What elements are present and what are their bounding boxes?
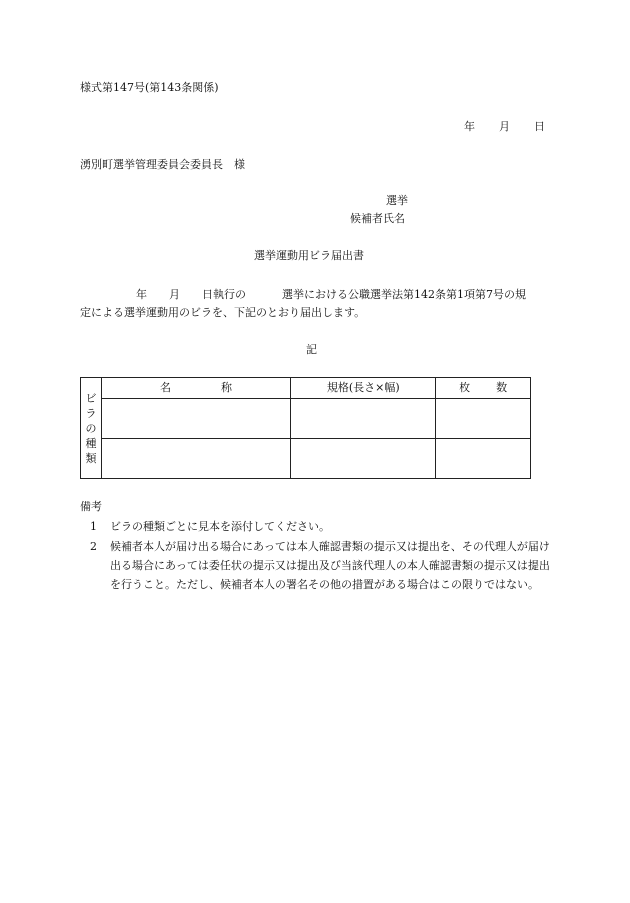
note-item: [90, 517, 552, 536]
date-month: 月: [499, 120, 510, 133]
addressee: 湧別町選挙管理委員会委員長 様: [80, 158, 245, 171]
count-cell[interactable]: [436, 399, 531, 439]
table-header-row: [81, 378, 531, 399]
table-row: [81, 439, 531, 479]
election-label: 選挙: [386, 194, 408, 207]
spec-cell[interactable]: [291, 399, 436, 439]
notes-heading: 備考: [80, 500, 102, 513]
note-item: [90, 537, 552, 594]
body-day-executed: 日執行の: [202, 288, 246, 301]
body-text-after-blank: 選挙における公職選挙法第142条第1項第7号の規: [282, 288, 526, 301]
name-cell[interactable]: [101, 399, 290, 439]
date-line: [464, 119, 545, 135]
bill-type-table: [80, 377, 531, 479]
spec-cell[interactable]: [291, 439, 436, 479]
note-text: 候補者本人が届け出る場合にあっては本人確認書類の提示又は提出を、その代理人が届け出る場合にあっては委任状の提示又は提出及び当該代理人の本人確認書類の提示又は提出を行うこと。ただし、候補者本人の署名その他の措置がある場合はこの限りではない。: [110, 540, 550, 591]
note-text: ビラの種類ごとに見本を添付してください。: [110, 520, 330, 533]
note-number: 1: [90, 520, 97, 533]
name-cell[interactable]: [101, 439, 290, 479]
column-header-count: 枚 数: [436, 378, 531, 399]
body-paragraph: [80, 286, 552, 322]
table-row: [81, 399, 531, 439]
bill-type-side-label: ビ ラ の 種 類: [81, 378, 102, 479]
body-month: 月: [169, 288, 180, 301]
ki-label: 記: [306, 343, 317, 356]
document-title: 選挙運動用ビラ届出書: [254, 249, 364, 262]
date-year: 年: [464, 120, 475, 133]
body-line-1: [80, 286, 552, 304]
form-number: 様式第147号(第143条関係): [80, 81, 219, 94]
body-year: 年: [136, 288, 147, 301]
count-cell[interactable]: [436, 439, 531, 479]
candidate-name-label: 候補者氏名: [350, 212, 405, 225]
body-line-2: 定による選挙運動用のビラを、下記のとおり届出します。: [80, 306, 366, 319]
column-header-spec: 規格(長さ×幅): [291, 378, 436, 399]
note-number: 2: [90, 540, 97, 553]
column-header-name: 名 称: [101, 378, 290, 399]
date-day: 日: [534, 120, 545, 133]
